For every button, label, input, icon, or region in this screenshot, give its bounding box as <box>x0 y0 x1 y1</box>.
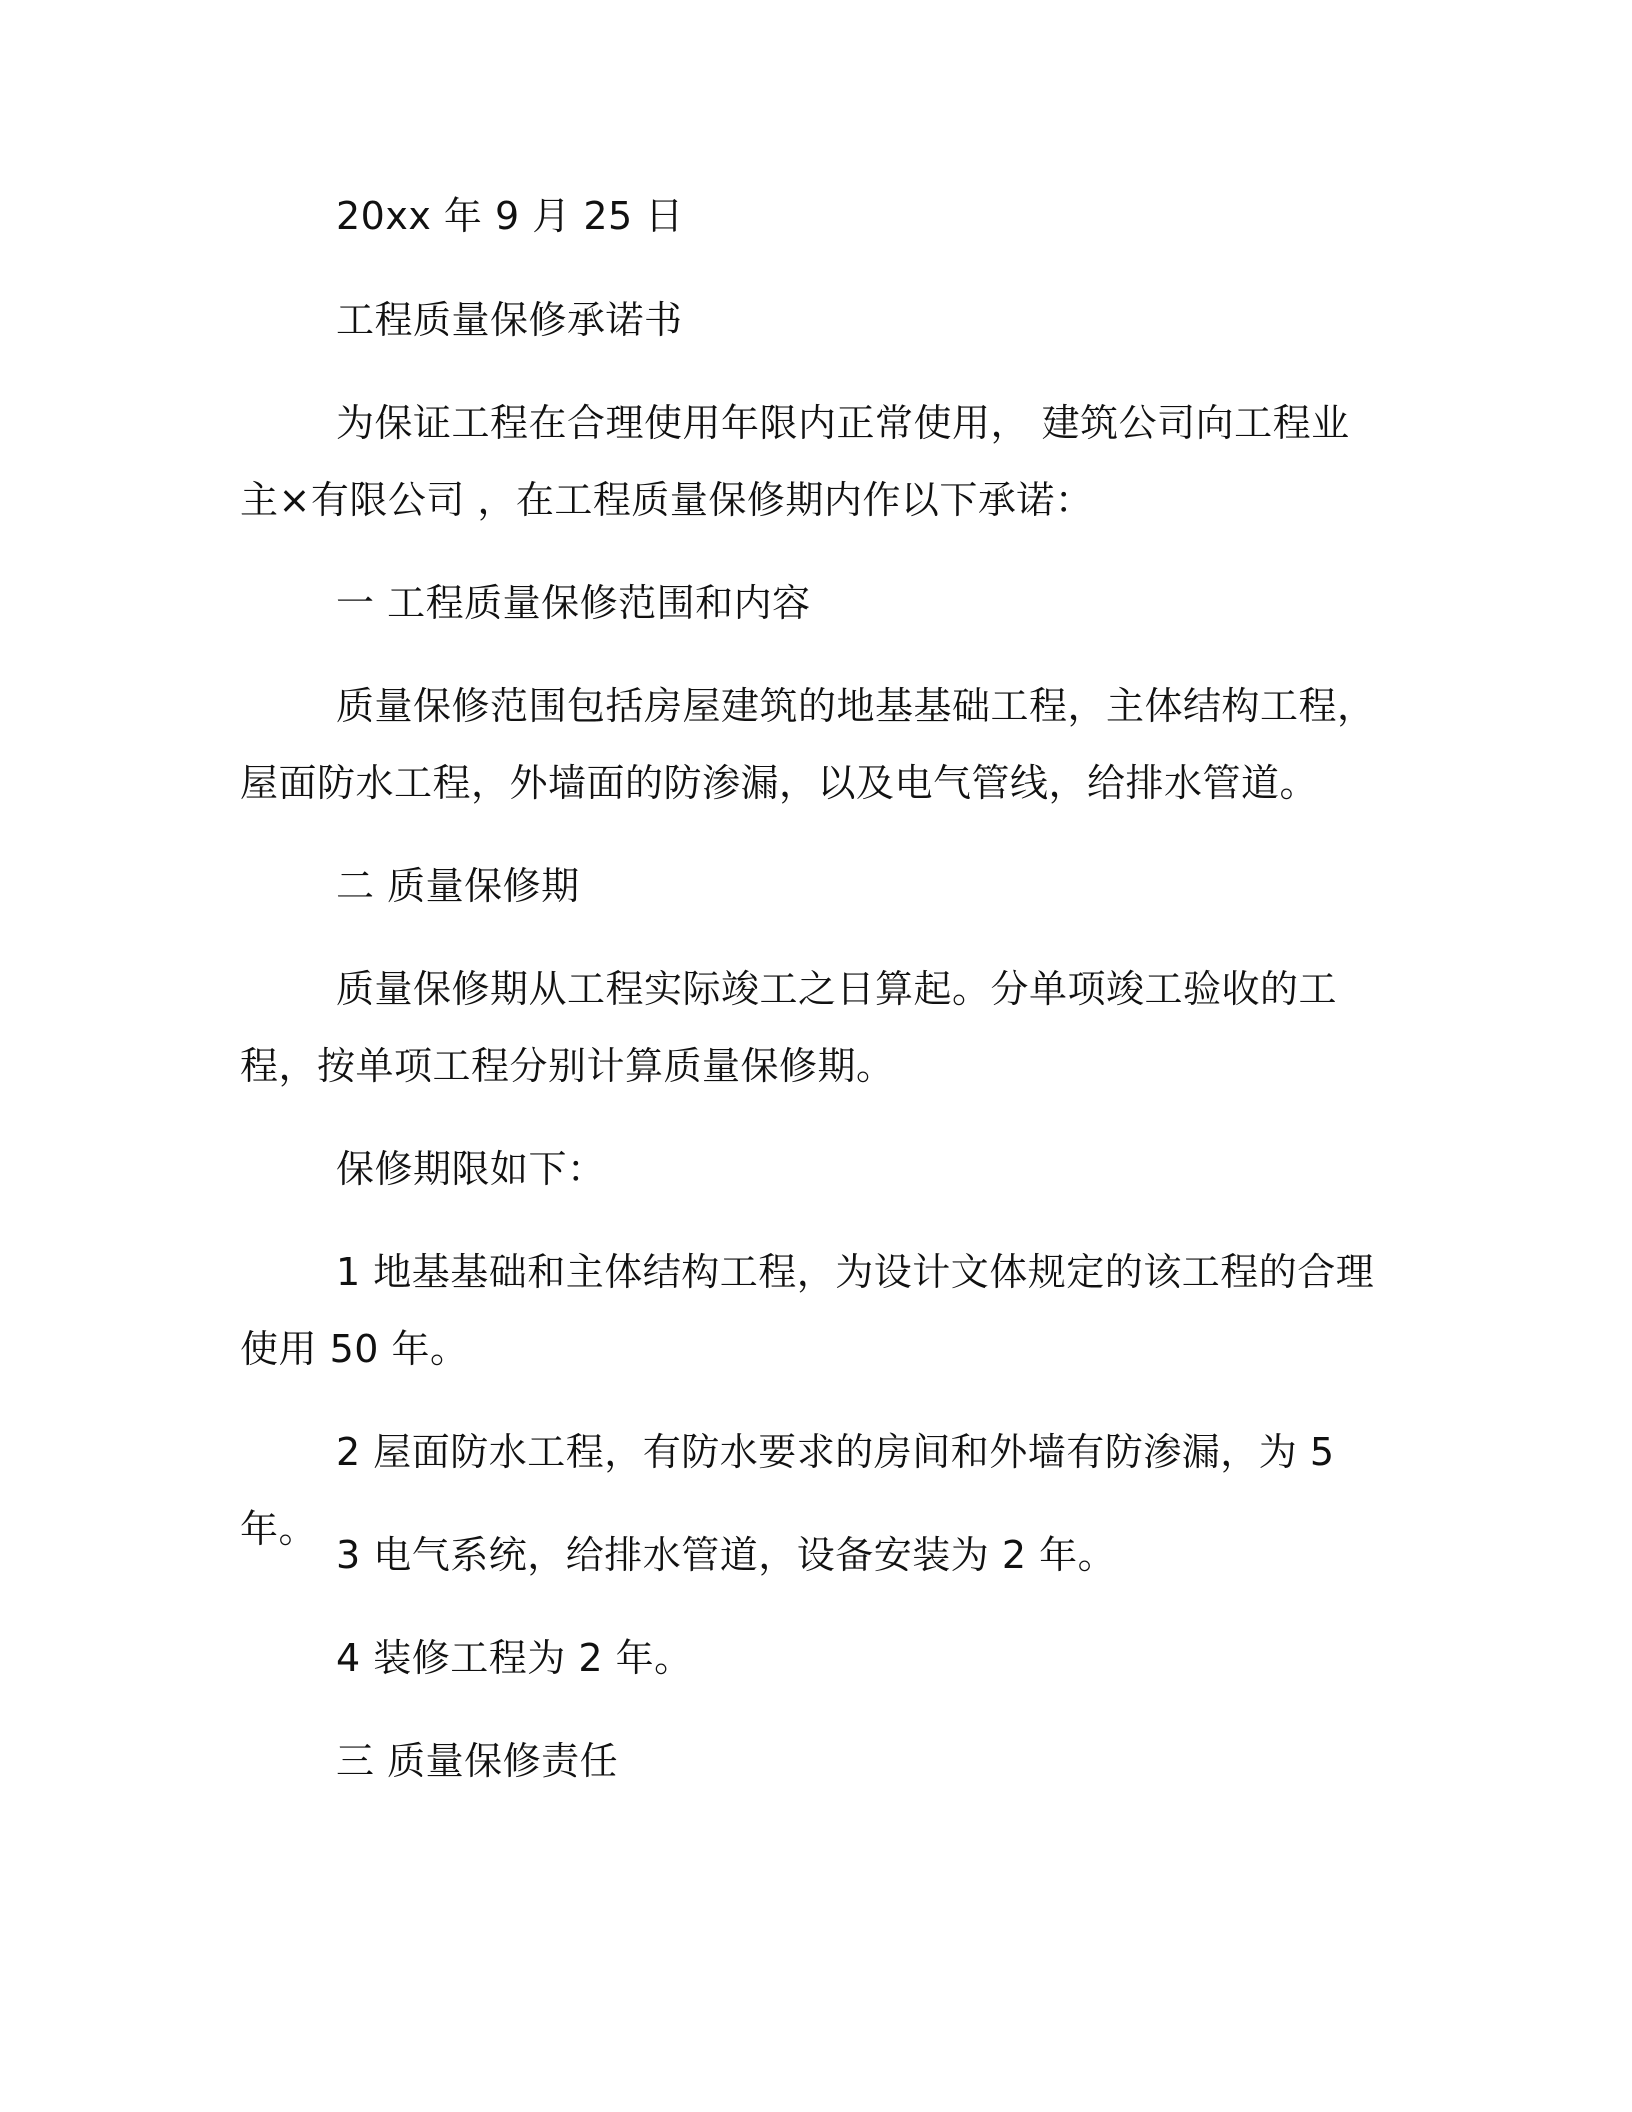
period-item-4: 4 装修工程为 2 年。 <box>336 1636 693 1680</box>
document-title: 工程质量保修承诺书 <box>336 298 683 342</box>
scope-paragraph: 质量保修范围包括房屋建筑的地基基础工程，主体结构工程，屋面防水工程，外墙面的防渗漏，以及电气管线，给排水管道。 <box>240 684 1376 805</box>
intro-paragraph: 为保证工程在合理使用年限内正常使用， 建筑公司向工程业主×有限公司 ，在工程质量保修期内作以下承诺： <box>240 401 1350 522</box>
period-paragraph: 质量保修期从工程实际竣工之日算起。分单项竣工验收的工程，按单项工程分别计算质量保修期。 <box>240 967 1338 1088</box>
section-heading-responsibility: 三 质量保修责任 <box>336 1739 619 1783</box>
period-item-3: 3 电气系统，给排水管道，设备安装为 2 年。 <box>336 1533 1117 1577</box>
period-list-intro: 保修期限如下： <box>336 1147 606 1191</box>
section-heading-period: 二 质量保修期 <box>336 864 580 908</box>
section-heading-scope: 一 工程质量保修范围和内容 <box>336 581 811 625</box>
period-item-2: 2 屋面防水工程，有防水要求的房间和外墙有防渗漏，为 5 年。 <box>240 1430 1335 1551</box>
document-date: 20xx 年 9 月 25 日 <box>336 194 684 238</box>
period-item-1: 1 地基基础和主体结构工程，为设计文体规定的该工程的合理使用 50 年。 <box>240 1250 1375 1371</box>
